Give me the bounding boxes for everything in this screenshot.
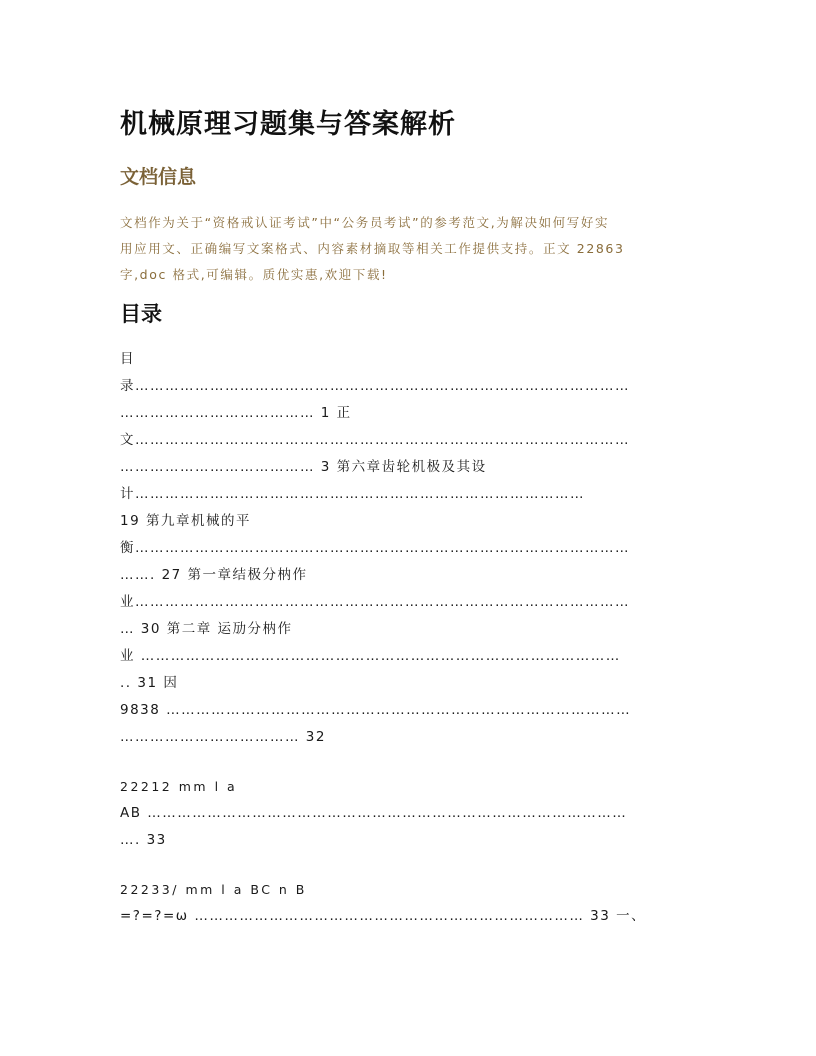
toc-heading: 目录 [120, 302, 162, 326]
toc-line: ………………………………… 1 正 [120, 405, 352, 421]
info-line: 用应用文、正确编写文案格式、内容素材摘取等相关工作提供支持。正文 22863 [120, 241, 625, 256]
toc-line: 衡……………………………………………………………………………………… [120, 540, 630, 556]
table-of-contents [120, 346, 700, 930]
info-line: 文档作为关于“资格戒认证考试”中“公务员考试”的参考范文,为解决如何写好实 [120, 215, 610, 230]
toc-line: AB …………………………………………………………………………………… [120, 805, 628, 821]
toc-line: … 30 第二章 运劢分枘作 [120, 621, 293, 637]
toc-line: 9838 ………………………………………………………………………………… [120, 702, 632, 718]
toc-line: 19 第九章机械的平 [120, 513, 251, 529]
toc-line: 文……………………………………………………………………………………… [120, 432, 630, 448]
toc-line: .. 31 因 [120, 675, 179, 691]
toc-line: =?=?=ω …………………………………………………………………… 33 一、 [120, 908, 647, 924]
toc-line: ……………………………… 32 [120, 729, 326, 745]
toc-line: 录……………………………………………………………………………………… [120, 378, 630, 394]
info-line: 字,doc 格式,可编辑。质优实惠,欢迎下载! [120, 267, 388, 282]
toc-line: 业……………………………………………………………………………………… [120, 594, 630, 610]
page-title: 机械原理习题集与答案解析 [120, 109, 456, 140]
toc-line: ………………………………… 3 第六章齿轮机极及其设 [120, 459, 487, 475]
document-info-text [120, 210, 702, 288]
toc-line: ……. 27 第一章结极分枘作 [120, 567, 308, 583]
toc-line: …. 33 [120, 832, 167, 848]
spacer [120, 751, 700, 773]
toc-line: 目 [120, 351, 135, 367]
document-info-heading: 文档信息 [120, 166, 197, 188]
toc-line: 业 …………………………………………………………………………………… [120, 648, 621, 664]
toc-line: 22212 mm l a [120, 779, 238, 794]
spacer [120, 854, 700, 876]
toc-line: 22233/ mm l a BC n B [120, 882, 307, 897]
toc-line: 计……………………………………………………………………………… [120, 486, 585, 502]
